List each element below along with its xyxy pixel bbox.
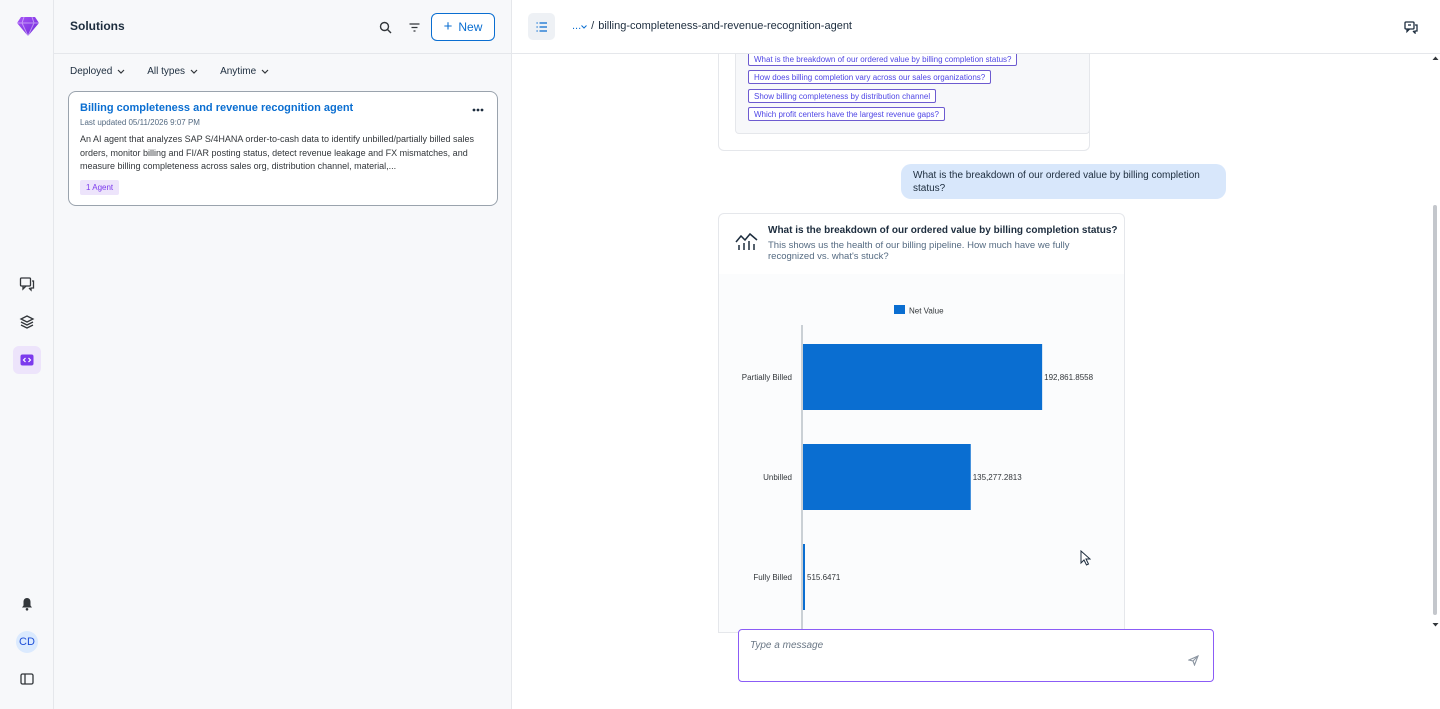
suggestions-container <box>718 44 1090 151</box>
solutions-panel <box>54 0 512 709</box>
chevron-down-icon <box>261 69 269 75</box>
chevron-down-icon <box>581 25 587 29</box>
filter-bar <box>70 66 269 77</box>
chat-nav-icon[interactable] <box>13 270 41 298</box>
solution-card-title[interactable]: Billing completeness and revenue recognition agent <box>80 102 354 114</box>
filter-time-label: Anytime <box>220 66 257 77</box>
solution-card[interactable] <box>68 91 498 206</box>
message-composer <box>738 629 1214 682</box>
category-label: Unbilled <box>763 473 792 482</box>
solution-card-updated: Last updated 05/11/2026 9:07 PM <box>80 118 200 127</box>
code-nav-icon[interactable] <box>13 346 41 374</box>
data-label: 515.6471 <box>807 573 841 582</box>
filter-status-label: Deployed <box>70 66 113 77</box>
sidebar-toggle-icon[interactable] <box>13 665 41 693</box>
breadcrumb <box>572 20 852 32</box>
breadcrumb-ellipsis-label: ... <box>572 20 582 32</box>
app-logo-icon[interactable] <box>16 14 40 38</box>
category-label: Partially Billed <box>741 373 792 382</box>
category-label: Fully Billed <box>753 573 792 582</box>
bell-icon[interactable] <box>13 590 41 618</box>
bar-chart <box>719 274 1124 633</box>
legend-swatch[interactable] <box>894 305 905 314</box>
filter-icon[interactable] <box>405 18 423 36</box>
chart-area <box>719 274 1124 633</box>
chevron-down-icon <box>190 69 198 75</box>
scrollbar[interactable] <box>1431 55 1440 630</box>
breadcrumb-current: billing-completeness-and-revenue-recognition-agent <box>598 20 852 32</box>
chat-bubbles-icon[interactable] <box>1404 20 1418 39</box>
filter-type-label: All types <box>147 66 186 77</box>
chat-main <box>512 0 1440 709</box>
user-message: What is the breakdown of our ordered value by billing completion status? <box>901 164 1226 199</box>
scroll-thumb[interactable] <box>1433 205 1437 615</box>
left-rail <box>0 0 54 709</box>
solution-card-description: An AI agent that analyzes SAP S/4HANA order-to-cash data to identify unbilled/partially billed sales orders, monitor billing and FI/AR posting status, detect revenue leakage and FX mismatches, and measure billing completeness across sales org, distribution channel, material,... <box>80 134 475 171</box>
layers-nav-icon[interactable] <box>13 308 41 336</box>
breadcrumb-separator: / <box>591 20 595 32</box>
breadcrumb-ellipsis[interactable] <box>572 20 587 32</box>
mouse-cursor-icon <box>1080 550 1091 571</box>
chevron-down-icon <box>117 69 125 75</box>
plus-icon: + <box>443 18 453 35</box>
send-icon[interactable] <box>1188 653 1199 671</box>
suggestion-chip[interactable]: How does billing completion vary across our sales organizations? <box>748 70 991 84</box>
new-button-label: New <box>458 20 483 34</box>
suggestion-chip[interactable]: Which profit centers have the largest revenue gaps? <box>748 107 945 121</box>
filter-time[interactable] <box>220 66 269 77</box>
filter-status[interactable] <box>70 66 125 77</box>
chart-bar <box>803 544 805 610</box>
chart-bar <box>803 444 971 510</box>
data-label: 192,861.8558 <box>1044 373 1094 382</box>
main-header <box>512 0 1440 54</box>
new-button[interactable] <box>431 13 495 41</box>
suggestion-chip[interactable]: Show billing completeness by distribution channel <box>748 89 936 103</box>
message-input[interactable] <box>750 638 1170 652</box>
list-toggle-icon[interactable] <box>528 13 555 40</box>
line-chart-icon <box>735 231 759 256</box>
agent-count-badge: 1 Agent <box>80 180 119 195</box>
result-title: What is the breakdown of our ordered value by billing completion status? <box>768 225 1118 236</box>
result-subtitle: This shows us the health of our billing pipeline. How much have we fully recognized vs. what's stuck? <box>768 240 1070 262</box>
data-label: 135,277.2813 <box>972 473 1022 482</box>
search-icon[interactable] <box>376 18 394 36</box>
chart-legend <box>894 305 944 316</box>
suggestions-list <box>735 44 1090 134</box>
chart-bar <box>803 344 1042 410</box>
filter-type[interactable] <box>147 66 198 77</box>
panel-title: Solutions <box>70 19 125 33</box>
more-options-icon[interactable] <box>469 104 487 116</box>
suggestion-chip[interactable]: What is the breakdown of our ordered value by billing completion status? <box>748 52 1017 66</box>
panel-header <box>54 0 512 54</box>
result-card <box>718 213 1125 633</box>
legend-label[interactable]: Net Value <box>909 306 944 316</box>
avatar[interactable]: CD <box>16 631 38 653</box>
